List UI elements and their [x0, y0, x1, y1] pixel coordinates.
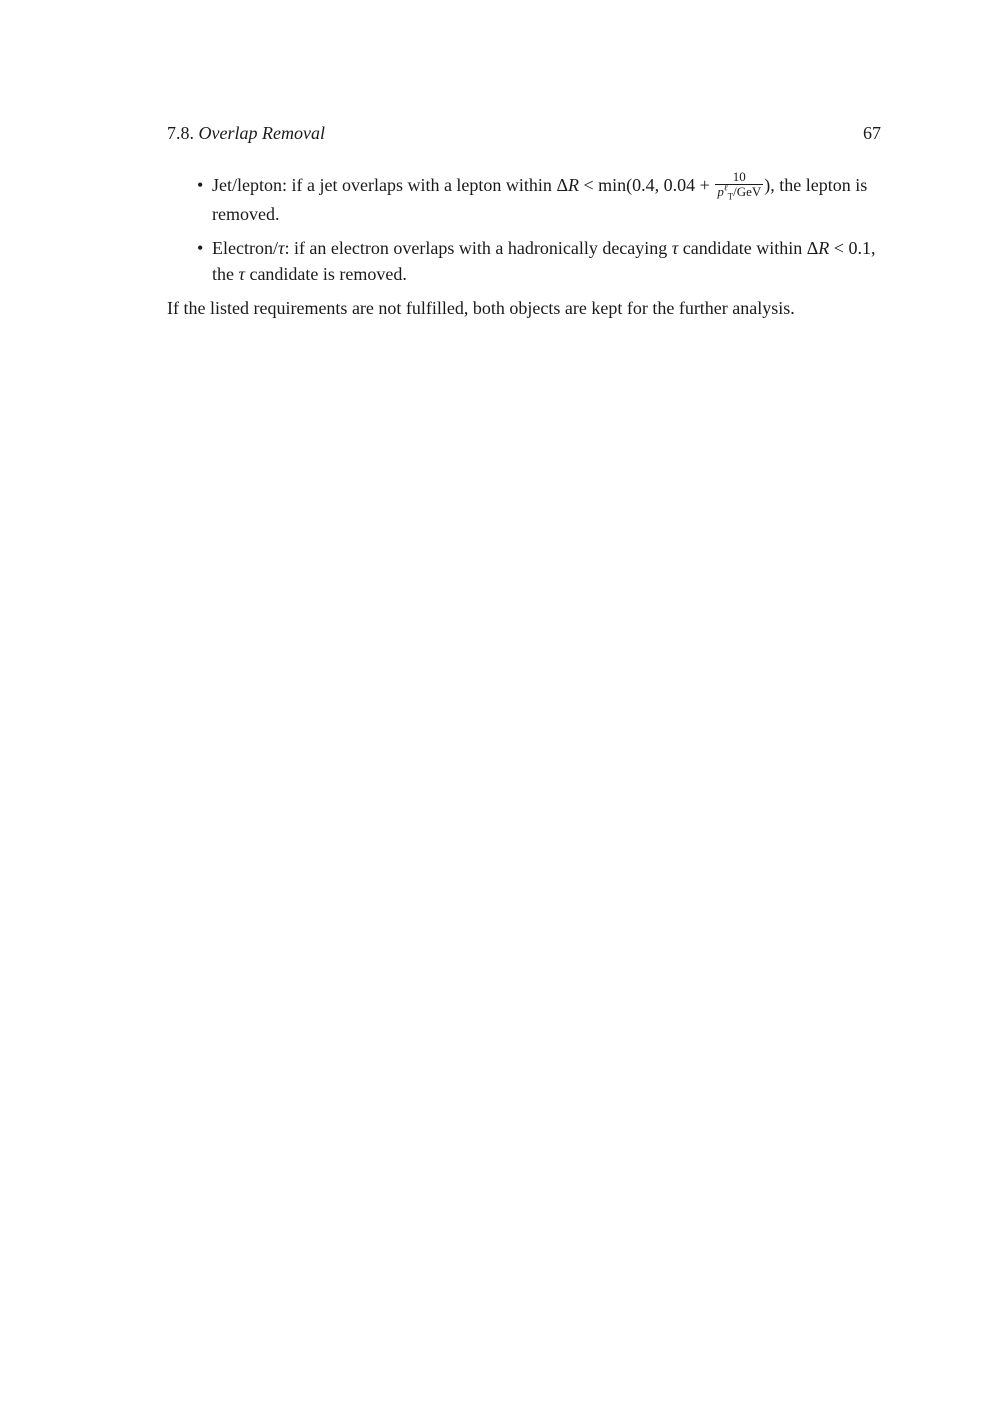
page-body [167, 169, 883, 339]
item-text: : if an electron overlaps with a hadronically decaying [284, 238, 672, 259]
running-header [167, 121, 881, 145]
closing-paragraph: If the listed requirements are not fulfilled, both objects are kept for the further analysis. [167, 298, 795, 319]
tau-symbol: τ [277, 238, 285, 259]
fraction-denominator: $p^\ell_T$/GeV [717, 183, 762, 202]
bullet-icon: • [197, 175, 204, 195]
list-item-jet-lepton [167, 169, 883, 227]
condition-suffix: ), the lepton is removed. [212, 175, 868, 225]
bullet-list [167, 169, 883, 287]
tau-symbol: τ [671, 238, 679, 259]
pt-fraction [715, 169, 763, 202]
item-text: candidate within [678, 238, 807, 259]
item-lead-text: Jet/lepton: if a jet overlaps with a lepton within [212, 175, 557, 195]
item-text: < 0.1, the [212, 238, 876, 285]
condition-prefix: < min(0.4, 0.04 + [579, 175, 715, 195]
fraction-numerator: 10 [715, 170, 763, 185]
item-lead-text: Electron/ [212, 238, 278, 259]
item-text: candidate is removed. [244, 264, 407, 285]
delta-r-symbol: ΔR [806, 238, 830, 259]
tau-symbol: τ [238, 264, 245, 285]
bullet-icon: • [197, 238, 204, 259]
delta-r-symbol: ΔR [556, 175, 580, 195]
list-item-electron-tau [167, 235, 883, 287]
section-number: 7.8. [167, 123, 194, 143]
section-title: Overlap Removal [198, 123, 325, 143]
page-number: 67 [863, 123, 881, 143]
